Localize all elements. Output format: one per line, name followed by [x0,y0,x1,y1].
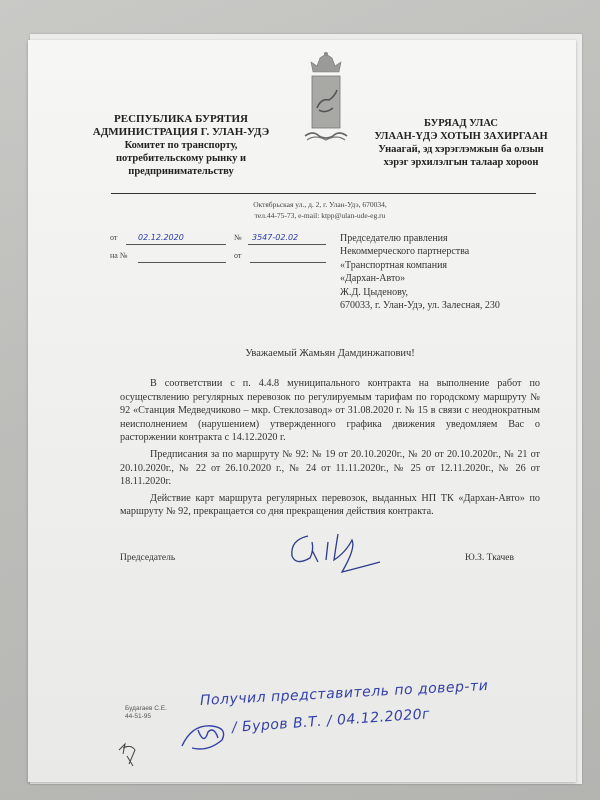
header-right-line2: УЛААН-ҮДЭ ХОТЫН ЗАХИРГААН [374,131,548,142]
number-value: 3547-02.02 [252,233,299,242]
executor-name: Будагаев С.Е. [125,705,167,712]
header-left [88,113,274,178]
reply-from-label: от [234,251,242,260]
from-date-value: 02.12.2020 [138,233,184,242]
header-left-line4: потребительскому рынку и [115,153,247,164]
addressee-line: 670033, г. Улан-Удэ, ул. Залесная, 230 [340,300,500,312]
handwritten-receipt-line1: Получил представитель по довер-ти [199,677,489,709]
body-paragraph: Предписания за по маршруту № 92: № 19 от 20.10.2020г., № 20 от 20.10.2020г., № 21 от 20.10.2020г., № 22 от 26.10.2020 г., № 24 от 11.11.2020г., № 25 от 12.11.2020г., № 26 от 18.11.2020г. [120,448,540,488]
signatory-title: Председатель [120,553,176,563]
reply-label: на № [110,251,128,260]
handwritten-receipt-line2: / Буров В.Т. / 04.12.2020г [231,706,431,736]
addressee-line: Ж.Д. Цыденову, [340,286,408,298]
header-divider [111,193,536,194]
from-date-field [126,233,226,245]
signatory-name: Ю.З. Ткачев [465,553,515,563]
salutation: Уважаемый Жамьян Дамдинжапович! [245,348,415,359]
coat-of-arms-icon [303,50,349,145]
header-right-line1: БУРЯАД УЛАС [424,118,498,129]
reference-block [110,233,350,269]
addressee-line: «Транспортная компания [340,259,448,271]
header-left-line1: РЕСПУБЛИКА БУРЯТИЯ [114,113,248,125]
header-right-line4: хэрэг эрхилэлгын талаар хороон [383,157,539,168]
handwritten-signature [280,528,390,578]
executor-phone: 44-51-95 [125,713,152,720]
addressee-line: «Дархан-Авто» [340,273,406,285]
reply-date-field [250,251,326,263]
header-right [356,117,566,169]
number-field [248,233,326,245]
addressee-line: Председателю правления [340,233,448,244]
header-right-line3: Унаагай, эд хэрэглэмжын ба олзын [378,144,544,155]
header-left-line5: предпринимательству [128,166,234,177]
addressee-block [340,232,570,312]
sender-address [200,199,440,221]
letter-body [120,377,540,519]
reply-number-field [138,251,226,263]
handwritten-initials [117,740,139,768]
body-paragraph: В соответствии с п. 4.4.8 муниципального контракта на выполнение работ по осуществлению регулярных перевозок по регулируемым тарифам по городскому маршруту № 92 «Станция Медведчиково – мкр. Стеклозавод» от 31.08.2020 г. № 15 в связи с неоднократным неисполнением (нарушением) утвержденного графика движения уведомляем Вас о расторжении контракта с 14.12.2020 г. [120,378,540,444]
addressee-line: Некоммерческого партнерства [340,246,470,258]
address-line2: тел.44-75-73, e-mail: ktpp@ulan-ude-eg.ru [254,211,386,220]
header-left-line2: АДМИНИСТРАЦИЯ Г. УЛАН-УДЭ [92,126,270,138]
from-label: от [110,233,118,242]
number-label: № [234,233,242,242]
receipt-signature [178,716,238,756]
address-line1: Октябрьская ул., д. 2, г. Улан-Удэ, 670034, [253,200,387,209]
executor-info [125,705,167,721]
body-paragraph: Действие карт маршрута регулярных перевозок, выданных НП ТК «Дархан-Авто» по маршруту № 92, прекращается со дня прекращения действия контракта. [120,492,540,518]
header-left-line3: Комитет по транспорту, [124,140,238,151]
